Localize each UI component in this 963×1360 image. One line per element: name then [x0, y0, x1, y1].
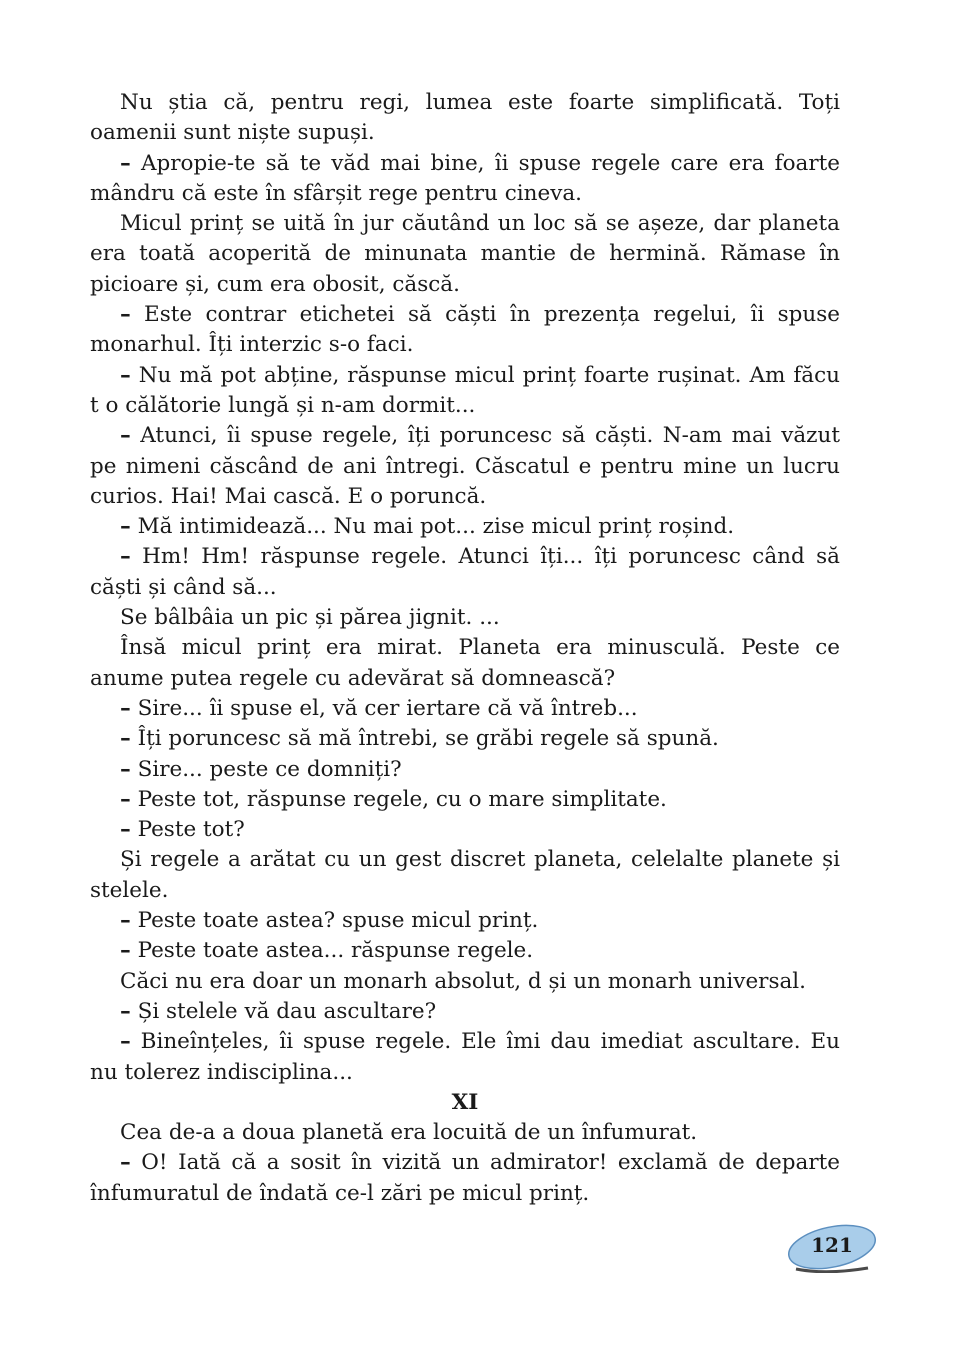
paragraph-22: Cea de-a a doua planetă era locuită de un înfumurat. — [120, 1120, 698, 1146]
paragraph-5: – Nu mă pot abține, răspunse micul prinț foarte rușinat. Am făcu t o călătorie lungă și n-am dormit... — [90, 362, 840, 418]
paragraph-14: – Peste tot, răspunse regele, cu o mare simplitate. — [120, 786, 667, 812]
paragraph-4: – Este contrar etichetei să căști în prezența regelui, îi spuse monarhul. Îți interzic s-o faci. — [90, 302, 840, 358]
page-body-text — [90, 88, 840, 1209]
paragraph-8: – Hm! Hm! răspunse regele. Atunci îți... îți poruncesc când să căști și când să... — [90, 544, 840, 600]
paragraph-10: Însă micul prinț era mirat. Planeta era minusculă. Peste ce anume putea regele cu adevărat să domnească? — [90, 635, 840, 691]
paragraph-21: – Bineînțeles, îi spuse regele. Ele îmi dau imediat ascultare. Eu nu tolerez indisciplina... — [90, 1029, 840, 1085]
badge-shadow — [796, 1268, 868, 1272]
paragraph-17: – Peste toate astea? spuse micul prinț. — [120, 908, 539, 934]
paragraph-16: Și regele a arătat cu un gest discret planeta, celelalte planete și stelele. — [90, 847, 840, 903]
paragraph-18: – Peste toate astea... răspunse regele. — [120, 938, 534, 964]
paragraph-12: – Îți poruncesc să mă întrebi, se grăbi regele să spună. — [120, 726, 719, 752]
paragraph-23: – O! Iată că a sosit în vizită un admirator! exclamă de departe înfumuratul de îndată ce-l zări pe micul prinț. — [90, 1150, 840, 1206]
paragraph-19: Căci nu era doar un monarh absolut, d și un monarh universal. — [120, 968, 807, 994]
paragraph-7: – Mă intimidează... Nu mai pot... zise micul prinț roșind. — [120, 514, 735, 540]
page-number: 121 — [811, 1233, 853, 1257]
paragraph-6: – Atunci, îi spuse regele, îți poruncesc să căști. N-am mai văzut pe nimeni căscând de ani întregi. Căscatul e pentru mine un lucru curios. Hai! Mai cască. E o poruncă. — [90, 423, 840, 509]
page-number-badge — [786, 1221, 878, 1273]
paragraph-1: Nu știa că, pentru regi, lumea este foarte simplificată. Toți oamenii sunt niște supuși. — [90, 90, 840, 146]
paragraph-20: – Și stelele vă dau ascultare? — [120, 998, 437, 1024]
paragraph-15: – Peste tot? — [120, 817, 245, 843]
paragraph-3: Micul prinț se uită în jur căutând un loc să se așeze, dar planeta era toată acoperită de minunata mantie de hermină. Rămase în picioare și, cum era obosit, căscă. — [90, 211, 840, 297]
paragraph-13: – Sire... peste ce domniți? — [120, 756, 402, 782]
chapter-heading: XI — [451, 1089, 479, 1115]
paragraph-2: – Apropie-te să te văd mai bine, îi spuse regele care era foarte mândru că este în sfârșit rege pentru cineva. — [90, 150, 840, 206]
paragraph-9: Se bâlbâia un pic și părea jignit. ... — [120, 605, 500, 631]
paragraph-11: – Sire... îi spuse el, vă cer iertare că vă întreb... — [120, 695, 638, 721]
